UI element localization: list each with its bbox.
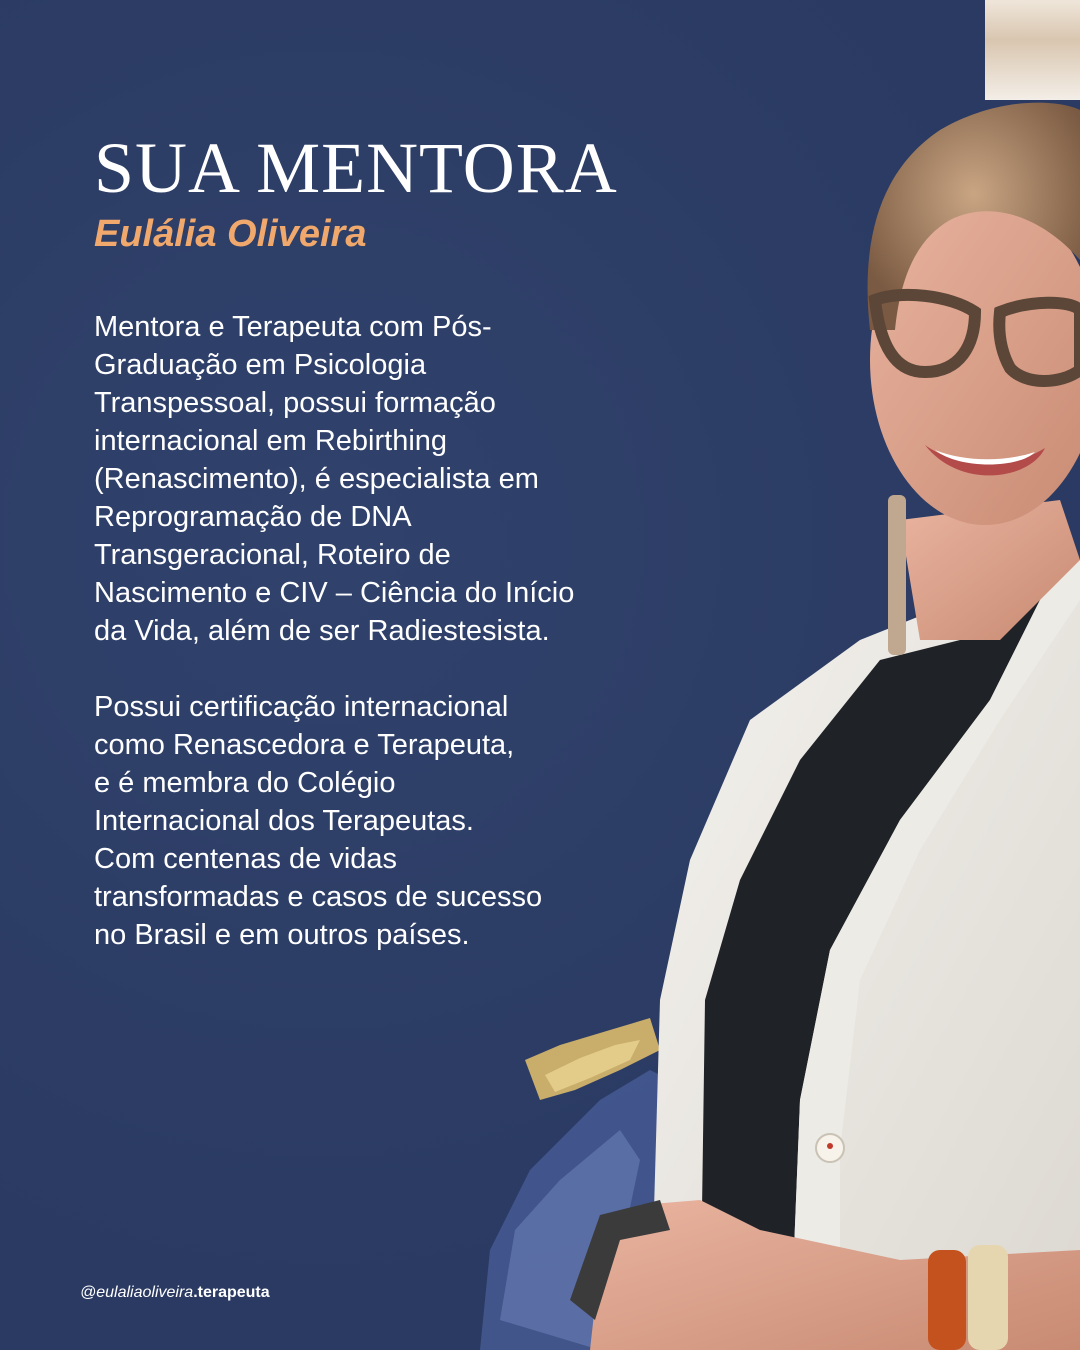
handle-prefix: @eulaliaoliveira: [80, 1284, 194, 1301]
page-title: SUA MENTORA: [94, 128, 618, 208]
earring: [888, 495, 906, 655]
social-handle: [80, 1284, 270, 1302]
mentor-bio: [94, 308, 674, 954]
mentor-name: Eulália Oliveira: [94, 213, 367, 255]
bio-paragraph: Possui certificação internacional como Renascedora e Terapeuta, e é membra do Colégio Internacional dos Terapeutas. Com centenas de vidas transformadas e casos de sucesso no Brasil e em outros países.: [94, 691, 543, 951]
handle-suffix: .terapeuta: [193, 1284, 270, 1301]
bio-paragraph: Mentora e Terapeuta com Pós- Graduação em Psicologia Transpessoal, possui formação internacional em Rebirthing (Renascimento), é especialista em Reprogramação de DNA Transgeracional, Roteiro de Nascimento e CIV – Ciência do Início da Vida, além de ser Radiestesista.: [94, 311, 575, 647]
